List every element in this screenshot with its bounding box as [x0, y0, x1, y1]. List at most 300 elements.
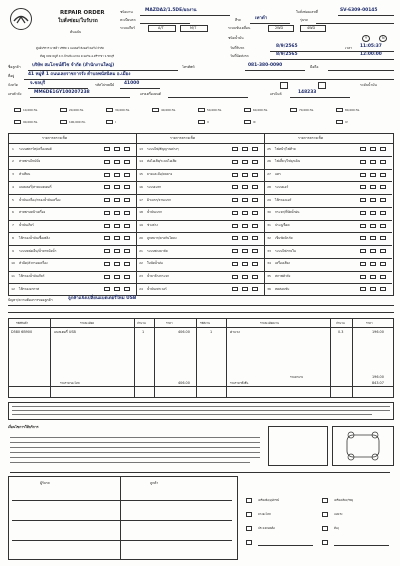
- checklist-row-number: 8: [12, 235, 14, 240]
- header-title-en: REPAIR ORDER: [60, 10, 105, 16]
- checklist-row-number: 35: [267, 274, 271, 278]
- mobile-label: มือถือ: [310, 65, 319, 69]
- checklist-ok-box[interactable]: [232, 275, 238, 279]
- transmission-label: ระบบเกียร์: [120, 26, 135, 30]
- checklist-ok-box[interactable]: [360, 185, 366, 189]
- checklist-fix-box[interactable]: [114, 173, 120, 177]
- mileage-option-label: III: [253, 120, 256, 124]
- checklist-ok-box[interactable]: [232, 262, 238, 266]
- checklist-header-2: รายการตรวจเช็ค: [170, 136, 196, 140]
- vin-label: เลขตัวถัง: [8, 92, 22, 96]
- checklist-row-number: 18: [139, 210, 143, 215]
- mileage-check-100000[interactable]: [60, 120, 67, 124]
- checklist-item-label: สภาพตัวถัง: [275, 274, 291, 278]
- mileage-check-iii[interactable]: [244, 120, 251, 124]
- fuel-yes: Y: [365, 36, 368, 40]
- checklist-fix-box[interactable]: [242, 147, 248, 151]
- checklist-item-label: ระบบแอร์: [275, 184, 289, 189]
- checklist-row-number: 1: [12, 146, 14, 151]
- parts-total: 406.00: [178, 381, 190, 385]
- checklist-item-label: ไส้กรองน้ำมันเชื้อเพลิง: [19, 235, 50, 240]
- checklist-row-number: 15: [139, 172, 143, 176]
- mazda-logo: [10, 8, 32, 30]
- customer-name-value: บริษัท สมโภชน์ดีไซ จำกัด (สำนักงานใหญ่): [32, 63, 115, 68]
- checklist-fix-box[interactable]: [114, 275, 120, 279]
- signature-box: [8, 476, 238, 560]
- checklist-replace-box[interactable]: [380, 185, 386, 189]
- checklist-ok-box[interactable]: [104, 198, 110, 202]
- checklist-replace-box[interactable]: [252, 249, 258, 253]
- checklist-replace-box[interactable]: [252, 224, 258, 228]
- option-blank-2[interactable]: [322, 540, 328, 545]
- checklist-row-number: 14: [139, 159, 143, 164]
- checklist-item-label: ระบบไฟภายใน: [275, 248, 296, 253]
- checklist-ok-box[interactable]: [360, 211, 366, 215]
- checklist-fix-box[interactable]: [114, 211, 120, 215]
- checklist-replace-box[interactable]: [252, 275, 258, 279]
- parts-header-job: รหัสงาน: [200, 321, 210, 325]
- fuel-label: ชนิดน้ำมัน: [228, 36, 244, 40]
- checklist-item-label: น้ำมันเบรก: [147, 210, 163, 215]
- checklist-row-number: 2: [12, 159, 14, 164]
- parts-row-hrs: 0.3: [338, 330, 344, 334]
- phone-label: โทรศัพท์: [182, 65, 195, 69]
- option-radio-label: เครื่องเสียง/วิทยุ: [334, 498, 354, 502]
- checklist-row-number: 16: [139, 184, 143, 189]
- header-title-th: ใบสั่งซ่อม/ใบรับรถ: [58, 18, 98, 24]
- checklist-fix-box[interactable]: [370, 287, 376, 291]
- checklist-row-number: 19: [139, 223, 143, 227]
- model-label: รุ่นรถ: [300, 18, 309, 22]
- grand-total-label: รวมราคาทั้งสิ้น: [230, 381, 249, 385]
- mileage-check-90000[interactable]: [14, 120, 21, 124]
- checklist-replace-box[interactable]: [124, 236, 130, 240]
- checklist-item-label: ยางและล้อ/ลมยาง: [147, 172, 173, 176]
- option-other[interactable]: [322, 526, 328, 531]
- checklist-ok-box[interactable]: [104, 275, 110, 279]
- checklist-row-number: 34: [267, 261, 271, 266]
- checklist-replace-box[interactable]: [380, 249, 386, 253]
- labor-total: 196.00: [372, 375, 384, 379]
- checklist-header-3: รายการตรวจเช็ค: [298, 136, 324, 140]
- checklist-ok-box[interactable]: [232, 249, 238, 253]
- checklist-item-label: ทดสอบขับ: [275, 286, 290, 291]
- checklist-fix-box[interactable]: [114, 185, 120, 189]
- time-in-label: เวลา: [345, 46, 353, 50]
- car-outline-icon: [333, 427, 393, 465]
- checklist-fix-box[interactable]: [242, 275, 248, 279]
- checklist-row-number: 27: [267, 172, 271, 176]
- checklist-fix-box[interactable]: [242, 236, 248, 240]
- checklist-row-number: 22: [139, 261, 143, 266]
- checklist-replace-box[interactable]: [380, 160, 386, 164]
- customer-name-label: ชื่อลูกค้า: [8, 65, 21, 69]
- checklist-row-number: 6: [12, 210, 14, 215]
- province-label: จังหวัด: [8, 83, 18, 87]
- mileage-option-label: II: [207, 120, 209, 124]
- checklist-item-label: หัวเทียน: [19, 172, 31, 176]
- checklist-row-number: 4: [12, 184, 14, 189]
- checklist-fix-box[interactable]: [242, 211, 248, 215]
- checklist-ok-box[interactable]: [360, 224, 366, 228]
- checklist-replace-box[interactable]: [124, 249, 130, 253]
- fuel-gauge-box: [268, 426, 328, 466]
- trans-manual: M/T: [190, 26, 197, 30]
- checklist-fix-box[interactable]: [242, 287, 248, 291]
- checklist-table: [8, 133, 394, 296]
- checklist-row-number: 24: [139, 286, 143, 291]
- checklist-ok-box[interactable]: [104, 147, 110, 151]
- checklist-fix-box[interactable]: [370, 185, 376, 189]
- parts-header-job-desc: รายละเอียดงาน: [260, 321, 279, 325]
- option-jack-label: แม่แรง: [334, 512, 343, 516]
- checklist-item-label: ประตู/ล็อค: [275, 223, 290, 227]
- checklist-row-number: 20: [139, 235, 143, 240]
- checklist-row-number: 9: [12, 248, 14, 253]
- checklist-item-label: ระบบสตาร์ท/เครื่องยนต์: [19, 146, 52, 151]
- drive-4wd: 4WD: [307, 26, 316, 30]
- mileage-check-10000[interactable]: [14, 108, 21, 112]
- date-in-value: 8/9/2565: [276, 44, 298, 49]
- checklist-row-number: 5: [12, 197, 14, 202]
- checklist-ok-box[interactable]: [232, 287, 238, 291]
- labor-total-label: รวมค่าแรง: [290, 375, 304, 379]
- checklist-item-label: น้ำมันเกียร์: [19, 223, 34, 227]
- checklist-replace-box[interactable]: [380, 287, 386, 291]
- checklist-ok-box[interactable]: [360, 147, 366, 151]
- engine-label: เลขเครื่องยนต์: [140, 92, 162, 96]
- option-spare-tire[interactable]: [246, 512, 252, 517]
- option-jack[interactable]: [322, 512, 328, 517]
- checklist-ok-box[interactable]: [104, 236, 110, 240]
- checklist-ok-box[interactable]: [232, 185, 238, 189]
- checklist-fix-box[interactable]: [370, 198, 376, 202]
- option-radio[interactable]: [322, 498, 328, 503]
- addr-label: ที่อยู่: [8, 74, 15, 78]
- checklist-replace-box[interactable]: [124, 275, 130, 279]
- job-type-value: MAZDA2/1.5DE/ผลงาน: [145, 8, 197, 13]
- checklist-row-number: 33: [267, 248, 271, 253]
- checklist-row-number: 30: [267, 210, 271, 215]
- checklist-replace-box[interactable]: [252, 160, 258, 164]
- checklist-fix-box[interactable]: [370, 224, 376, 228]
- mileage-check-40000[interactable]: [152, 108, 159, 112]
- checklist-replace-box[interactable]: [124, 173, 130, 177]
- checklist-ok-box[interactable]: [104, 224, 110, 228]
- checklist-ok-box[interactable]: [360, 236, 366, 240]
- checklist-ok-box[interactable]: [232, 236, 238, 240]
- order-no-label: ใบสั่งซ่อมเลขที่: [296, 10, 318, 14]
- customer-sign-label: ลูกค้า: [150, 481, 159, 485]
- checklist-fix-box[interactable]: [370, 249, 376, 253]
- mileage-option-label: 20,000 กม.: [69, 108, 85, 112]
- checklist-fix-box[interactable]: [242, 249, 248, 253]
- checklist-ok-box[interactable]: [360, 173, 366, 177]
- checklist-replace-box[interactable]: [252, 185, 258, 189]
- checklist-replace-box[interactable]: [252, 147, 258, 151]
- checklist-fix-box[interactable]: [114, 262, 120, 266]
- time-in-value: 11:05:37: [360, 44, 382, 49]
- checklist-row-number: 29: [267, 197, 271, 202]
- checklist-ok-box[interactable]: [360, 287, 366, 291]
- parts-row-desc: แบตเตอรี่ USB: [54, 330, 76, 334]
- checklist-ok-box[interactable]: [104, 287, 110, 291]
- checklist-fix-box[interactable]: [242, 185, 248, 189]
- mileage-check-20000[interactable]: [60, 108, 67, 112]
- option-wrench[interactable]: [246, 526, 252, 531]
- checklist-row-number: 36: [267, 286, 271, 291]
- checklist-item-label: ไส้กรองแอร์: [275, 197, 292, 202]
- grand-total: 843.07: [372, 381, 384, 385]
- checklist-row-number: 13: [139, 146, 143, 151]
- mazda-logo-icon: [11, 9, 31, 29]
- checklist-item-label: น้ำยาล้างกระจก: [147, 274, 170, 278]
- checklist-ok-box[interactable]: [232, 211, 238, 215]
- trans-auto: A/T: [158, 26, 164, 30]
- color-value: เทาดำ: [255, 16, 268, 21]
- checklist-ok-box[interactable]: [104, 249, 110, 253]
- checklist-row-number: 10: [11, 261, 15, 266]
- checklist-fix-box[interactable]: [370, 262, 376, 266]
- checklist-item-label: ระบบเบรก: [147, 184, 162, 189]
- checklist-ok-box[interactable]: [232, 173, 238, 177]
- checklist-ok-box[interactable]: [360, 198, 366, 202]
- checklist-replace-box[interactable]: [380, 198, 386, 202]
- checklist-ok-box[interactable]: [360, 160, 366, 164]
- mileage-check-60000[interactable]: [244, 108, 251, 112]
- time-out-value: 12:00:00: [360, 52, 382, 57]
- checklist-ok-box[interactable]: [104, 262, 110, 266]
- checklist-row-number: 3: [12, 172, 14, 176]
- checklist-ok-box[interactable]: [104, 185, 110, 189]
- dealer-line: ศูนย์บริการ มาสด้า บริษัท 1 มอเตอร์ คิงออร์ คอร์ป จำกัด: [36, 46, 104, 50]
- checklist-replace-box[interactable]: [252, 262, 258, 266]
- checklist-replace-box[interactable]: [380, 173, 386, 177]
- checklist-row-number: 32: [267, 235, 271, 240]
- checklist-fix-box[interactable]: [242, 262, 248, 266]
- checklist-replace-box[interactable]: [124, 198, 130, 202]
- parts-row-job-price: 196.00: [372, 330, 384, 334]
- checklist-item-label: เครื่องเสียง: [275, 261, 290, 266]
- checklist-ok-box[interactable]: [232, 224, 238, 228]
- checklist-item-label: ระบบหล่อเย็น/น้ำยาหม้อน้ำ: [19, 248, 57, 253]
- checklist-fix-box[interactable]: [242, 198, 248, 202]
- postcode-value: 41000: [124, 81, 140, 86]
- checklist-replace-box[interactable]: [252, 287, 258, 291]
- option-tools[interactable]: [246, 498, 252, 503]
- mileage-check-70000[interactable]: [290, 108, 297, 112]
- checklist-fix-box[interactable]: [114, 147, 120, 151]
- mileage-option-label: 100,000 กม.: [69, 120, 86, 124]
- checklist-ok-box[interactable]: [104, 160, 110, 164]
- postcode-label: รหัสไปรษณีย์: [95, 83, 115, 87]
- job-type-label: ชนิดงาน: [120, 10, 133, 14]
- checklist-item-label: ไฟหน้า/ไฟท้าย: [275, 146, 296, 151]
- parts-header-qty: จำนวน: [137, 321, 146, 325]
- option-wrench-label: ประแจถอดล้อ: [258, 526, 275, 530]
- checklist-ok-box[interactable]: [232, 198, 238, 202]
- parts-row-qty: 1: [142, 330, 145, 334]
- checklist-row-number: 25: [267, 146, 271, 151]
- checklist-fix-box[interactable]: [114, 160, 120, 164]
- checklist-replace-box[interactable]: [124, 211, 130, 215]
- checklist-row-number: 23: [139, 274, 143, 278]
- addr-value: 41 หมู่ที่ 1 ถนนเลยราชการรัง ตำบลพนัสนิคม อ.เมือง: [28, 72, 131, 77]
- license-label: ทะเบียนรถ: [120, 18, 136, 22]
- checklist-fix-box[interactable]: [114, 224, 120, 228]
- color-label: สีรถ: [235, 18, 241, 22]
- checklist-replace-box[interactable]: [124, 262, 130, 266]
- checklist-ok-box[interactable]: [232, 160, 238, 164]
- checklist-item-label: ท่อไอเสีย/ระบบไอเสีย: [147, 159, 177, 164]
- mileage-check-ii[interactable]: [198, 120, 205, 124]
- checklist-item-label: แบตเตอรี่/สายแบตเตอรี่: [19, 184, 52, 189]
- checklist-row-number: 12: [11, 286, 15, 291]
- dealer-addr: ที่อยู่ 999 หมู่ที่ 4 ถ.บ้านบึง-แกลง ต.บ่อวิน อ.ศรีราชา จ.ชลบุรี: [40, 54, 115, 58]
- checklist-item-label: ใบปัดน้ำฝน: [147, 261, 163, 266]
- mileage-check-30000[interactable]: [106, 108, 113, 112]
- checklist-fix-box[interactable]: [114, 198, 120, 202]
- checklist-fix-box[interactable]: [114, 236, 120, 240]
- mileage-check-50000[interactable]: [198, 108, 205, 112]
- parts-header-code: รหัสสินค้า: [16, 321, 29, 325]
- checklist-row-number: 31: [267, 223, 271, 227]
- checklist-row-number: 7: [12, 223, 14, 227]
- checklist-item-label: ลูกหมาก/ยางกันโคลง: [147, 235, 177, 240]
- checklist-ok-box[interactable]: [360, 249, 366, 253]
- km-label: เลขไมล์: [270, 92, 282, 96]
- drive-label: ระบบขับเคลื่อน: [228, 26, 251, 30]
- checklist-fix-box[interactable]: [370, 173, 376, 177]
- terms-box: [8, 402, 394, 420]
- checklist-fix-box[interactable]: [242, 173, 248, 177]
- option-spare-tire-label: ยางอะไหล่: [258, 512, 271, 516]
- checklist-replace-box[interactable]: [380, 147, 386, 151]
- checklist-replace-box[interactable]: [124, 185, 130, 189]
- mileage-option-label: IV: [345, 120, 348, 124]
- checklist-replace-box[interactable]: [252, 211, 258, 215]
- parts-header-job-price: ราคา: [366, 321, 373, 325]
- order-no-value: SV-6309-00145: [340, 8, 378, 13]
- mileage-check-iv[interactable]: [336, 120, 343, 124]
- fuel-no: N: [382, 36, 385, 40]
- checklist-fix-box[interactable]: [242, 160, 248, 164]
- mileage-option-label: 90,000 กม.: [23, 120, 39, 124]
- checklist-replace-box[interactable]: [124, 224, 130, 228]
- date-in-label: วันที่รับรถ: [230, 46, 245, 50]
- checklist-item-label: ระบบพวงมาลัย: [147, 248, 168, 253]
- checklist-fix-box[interactable]: [370, 147, 376, 151]
- checklist-replace-box[interactable]: [380, 211, 386, 215]
- checklist-ok-box[interactable]: [360, 275, 366, 279]
- mileage-option-label: 50,000 กม.: [207, 108, 223, 112]
- checklist-item-label: สายพานไทม์มิ่ง: [19, 159, 41, 164]
- checklist-fix-box[interactable]: [370, 275, 376, 279]
- parts-header-desc: รายละเอียด: [80, 321, 95, 325]
- mileage-option-label: 70,000 กม.: [299, 108, 315, 112]
- checklist-replace-box[interactable]: [252, 173, 258, 177]
- checklist-replace-box[interactable]: [380, 224, 386, 228]
- option-other-label: อื่นๆ: [334, 526, 340, 530]
- checklist-row-number: 11: [11, 274, 15, 278]
- km-value: 148233: [298, 90, 317, 95]
- checklist-item-label: ไส้กรองน้ำมันเกียร์: [19, 274, 45, 278]
- date-out-label: วันที่นัดส่งรถ: [230, 54, 249, 58]
- parts-row-job-desc: ค่าแรง: [230, 330, 240, 334]
- option-blank-1[interactable]: [246, 540, 252, 545]
- checklist-replace-box[interactable]: [124, 147, 130, 151]
- checklist-fix-box[interactable]: [370, 236, 376, 240]
- mileage-option-label: 10,000 กม.: [23, 108, 39, 112]
- checklist-item-label: ไส้กรองอากาศ: [19, 286, 40, 291]
- checklist-fix-box[interactable]: [370, 211, 376, 215]
- mileage-option-label: 80,000 กม.: [345, 108, 361, 112]
- checklist-header-1: รายการตรวจเช็ค: [42, 136, 68, 140]
- mileage-option-label: 60,000 กม.: [253, 108, 269, 112]
- checklist-item-label: แตร: [275, 172, 281, 176]
- phone-value: 081-380-0090: [248, 63, 283, 68]
- checklist-fix-box[interactable]: [370, 160, 376, 164]
- checklist-replace-box[interactable]: [380, 275, 386, 279]
- province-value: จ.ชลบุรี: [30, 81, 46, 86]
- checklist-replace-box[interactable]: [252, 236, 258, 240]
- checklist-item-label: น้ำมันเครื่อง/กรองน้ำมันเครื่อง: [19, 197, 61, 202]
- parts-total-label: รวมราคาอะไหล่: [60, 381, 80, 385]
- checklist-replace-box[interactable]: [380, 236, 386, 240]
- drive-2wd: 2WD: [275, 26, 284, 30]
- car-diagram: [332, 426, 394, 466]
- checklist-item-label: สายพานหน้าเครื่อง: [19, 210, 46, 215]
- mileage-check-80000[interactable]: [336, 108, 343, 112]
- mileage-option-label: 30,000 กม.: [115, 108, 131, 112]
- parts-row-code: D580 6B900: [11, 330, 33, 334]
- checklist-ok-box[interactable]: [360, 262, 366, 266]
- checklist-row-number: 21: [139, 248, 143, 253]
- checklist-replace-box[interactable]: [124, 160, 130, 164]
- copy-label: ต้นฉบับ: [70, 30, 82, 34]
- checklist-replace-box[interactable]: [252, 198, 258, 202]
- checklist-replace-box[interactable]: [124, 287, 130, 291]
- checklist-ok-box[interactable]: [104, 173, 110, 177]
- checklist-row-number: 26: [267, 159, 271, 164]
- checklist-row-number: 17: [139, 197, 143, 202]
- checklist-item-label: น้ำมันเพาเวอร์: [147, 286, 167, 291]
- mileage-option-label: 40,000 กม.: [161, 108, 177, 112]
- checklist-item-label: หัวฉีด/ตัวกรองเครื่อง: [19, 261, 48, 266]
- checklist-item-label: เข็มขัดนิรภัย: [275, 235, 293, 240]
- checklist-item-label: ไฟเลี้ยว/ไฟฉุกเฉิน: [275, 159, 301, 164]
- vin-value: MM6DE1GY100207238: [34, 90, 90, 95]
- checklist-fix-box[interactable]: [242, 224, 248, 228]
- checklist-item-label: ผ้าเบรก/จานเบรก: [147, 197, 172, 202]
- terms-title: เงื่อนไขการให้บริการ: [8, 425, 39, 429]
- checklist-item-label: ระบบไฟ/สัญญาณต่างๆ: [147, 146, 179, 151]
- mileage-check-i[interactable]: [106, 120, 113, 124]
- signature-label: ผู้รับรถ: [40, 481, 50, 485]
- option-tools-label: เครื่องมือ/อุปกรณ์: [258, 498, 280, 502]
- fuel-level-label: ระดับน้ำมัน: [360, 83, 377, 87]
- mileage-option-label: I: [115, 120, 116, 124]
- checklist-row-number: 28: [267, 184, 271, 189]
- checklist-ok-box[interactable]: [104, 211, 110, 215]
- checklist-ok-box[interactable]: [232, 147, 238, 151]
- date-out-value: 8/9/2565: [276, 52, 298, 57]
- checklist-replace-box[interactable]: [380, 262, 386, 266]
- checklist-fix-box[interactable]: [114, 249, 120, 253]
- checklist-item-label: กระจก/ที่ปัดน้ำฝน: [275, 210, 300, 215]
- checklist-fix-box[interactable]: [114, 287, 120, 291]
- parts-header-hrs: จำนวน: [336, 321, 345, 325]
